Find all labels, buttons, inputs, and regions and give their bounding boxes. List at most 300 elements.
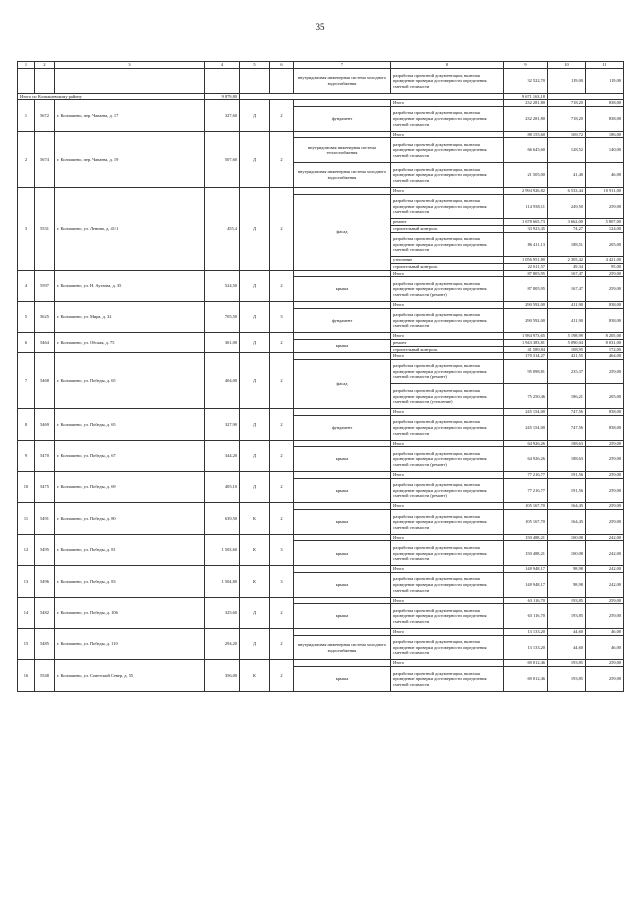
work-cost: 64 926,26 [504, 447, 548, 472]
unit-cost: 193,85 [548, 604, 586, 629]
work-cost: 77 216,77 [504, 478, 548, 503]
max-unit-cost: 119,00 [586, 69, 624, 94]
work-type: разработка проектной документации, включая проведение проверки достоверности определения сметной стоимости [391, 308, 504, 333]
wall-material: Д [240, 270, 270, 301]
work-row [18, 69, 624, 94]
unit-cost: 186,21 [548, 384, 586, 409]
column-number: 9 [504, 62, 548, 69]
floor-count: 2 [270, 660, 294, 691]
house-area: 507,60 [205, 131, 240, 187]
work-cost: 86 411,13 [504, 232, 548, 257]
unit-cost: 44,60 [548, 635, 586, 660]
work-type: строительный контроль [391, 225, 504, 232]
max-unit-cost: 259,00 [586, 478, 624, 503]
structural-element: фасад [294, 194, 391, 270]
column-number: 2 [35, 62, 55, 69]
column-number: 11 [586, 62, 624, 69]
house-area: 327,90 [205, 409, 240, 440]
wall-material: Д [240, 100, 270, 131]
house-area: 455,4 [205, 187, 240, 270]
house-total-row [18, 503, 624, 510]
house-address: г. Колпашево, ул. Ленина, д. 41/1 [55, 187, 205, 270]
structural-element: внутридомовая инженерная система холодного водоснабжения [294, 635, 391, 660]
work-type: Итого [391, 333, 504, 340]
wall-material: К [240, 503, 270, 534]
row-number: 4 [18, 270, 35, 301]
house-code [35, 69, 55, 94]
work-cost: 1 678 665,73 [504, 219, 548, 226]
structural-element [294, 333, 391, 340]
work-cost: 77 216,77 [504, 472, 548, 479]
unit-cost: 235,37 [548, 359, 586, 384]
unit-cost: 164,45 [548, 510, 586, 535]
house-code: 5469 [35, 409, 55, 440]
column-number: 8 [391, 62, 504, 69]
floor-count [270, 69, 294, 94]
work-type: разработка проектной документации, включая проведение проверки достоверности определения сметной стоимости (утепление) [391, 384, 504, 409]
max-unit-cost: 259,00 [586, 503, 624, 510]
work-type: Итого [391, 301, 504, 308]
column-numbers-row [18, 62, 624, 69]
floor-count: 2 [270, 131, 294, 187]
work-cost: 63 116,70 [504, 604, 548, 629]
max-unit-cost: 46,00 [586, 163, 624, 188]
row-number: 13 [18, 566, 35, 597]
house-address: г. Колпашево, ул. Победы, д. 83 [55, 566, 205, 597]
max-unit-cost: 242,00 [586, 572, 624, 597]
max-unit-cost: 186,00 [586, 131, 624, 138]
house-total-row [18, 100, 624, 107]
work-cost: 105 167,70 [504, 503, 548, 510]
structural-element: внутридомовая инженерная система холодного водоснабжения [294, 69, 391, 94]
work-cost: 150 488,21 [504, 534, 548, 541]
row-number: 12 [18, 534, 35, 565]
max-unit-cost: 4 421,00 [586, 257, 624, 264]
max-unit-cost: 242,00 [586, 534, 624, 541]
work-type: Итого [391, 409, 504, 416]
work-cost: 75 250,46 [504, 384, 548, 409]
max-unit-cost: 259,00 [586, 359, 624, 384]
row-number: 15 [18, 629, 35, 660]
row-number: 14 [18, 597, 35, 628]
column-number: 1 [18, 62, 35, 69]
structural-element [294, 629, 391, 636]
unit-cost: 108,95 [548, 346, 586, 353]
row-number: 11 [18, 503, 35, 534]
empty-cell [548, 93, 624, 100]
work-type: разработка проектной документации, включая проведение проверки достоверности определения сметной стоимости (ремонт) [391, 277, 504, 302]
house-area: 404,00 [205, 353, 240, 409]
unit-cost: 2 305,42 [548, 257, 586, 264]
work-type: Итого [391, 566, 504, 573]
row-number [18, 69, 35, 94]
unit-cost: 167,47 [548, 270, 586, 277]
house-code: 5470 [35, 440, 55, 471]
house-code: 5672 [35, 100, 55, 131]
work-type: разработка проектной документации, включая проведение проверки достоверности определения сметной стоимости [391, 163, 504, 188]
work-cost: 290 592,00 [504, 301, 548, 308]
work-cost: 41 589,84 [504, 346, 548, 353]
floor-count: 2 [270, 472, 294, 503]
house-area: 524,50 [205, 270, 240, 301]
row-number: 9 [18, 440, 35, 471]
house-total-row [18, 353, 624, 360]
page-number: 35 [315, 22, 325, 32]
house-total-row [18, 566, 624, 573]
unit-cost: 249,50 [548, 194, 586, 219]
structural-element [294, 597, 391, 604]
max-unit-cost: 259,00 [586, 604, 624, 629]
floor-count: 3 [270, 301, 294, 332]
work-cost: 148 948,17 [504, 572, 548, 597]
work-cost: 63 116,70 [504, 597, 548, 604]
max-unit-cost: 259,00 [586, 510, 624, 535]
wall-material: Д [240, 472, 270, 503]
work-type: разработка проектной документации, включая проведение проверки достоверности определения сметной стоимости (ремонт) [391, 359, 504, 384]
unit-cost: 188,63 [548, 447, 586, 472]
structural-element [294, 660, 391, 667]
house-area: 294,20 [205, 629, 240, 660]
house-total-row [18, 270, 624, 277]
work-cost: 105 167,70 [504, 510, 548, 535]
work-type: Итого [391, 131, 504, 138]
work-cost: 232 281,80 [504, 100, 548, 107]
house-area: 705,50 [205, 301, 240, 332]
work-type: разработка проектной документации, включая проведение проверки достоверности определения сметной стоимости [391, 635, 504, 660]
max-unit-cost: 46,00 [586, 629, 624, 636]
unit-cost: 128,52 [548, 138, 586, 163]
work-type: разработка проектной документации, включая проведение проверки достоверности определения сметной стоимости [391, 572, 504, 597]
work-cost: 33 923,45 [504, 225, 548, 232]
structural-element: крыша [294, 541, 391, 566]
house-address: г. Колпашево, ул. Победы, д. 67 [55, 440, 205, 471]
wall-material: Д [240, 301, 270, 332]
work-cost: 95 098,81 [504, 359, 548, 384]
floor-count: 2 [270, 629, 294, 660]
max-unit-cost: 172,00 [586, 346, 624, 353]
work-cost: 1 943 383,81 [504, 339, 548, 346]
max-unit-cost: 259,00 [586, 472, 624, 479]
district-total-cost: 9 671 163,18 [504, 93, 548, 100]
max-unit-cost: 205,00 [586, 232, 624, 257]
unit-cost: 411,90 [548, 301, 586, 308]
max-unit-cost: 838,00 [586, 409, 624, 416]
column-number: 6 [270, 62, 294, 69]
structural-element [294, 187, 391, 194]
work-type: Итого [391, 270, 504, 277]
max-unit-cost: 259,00 [586, 667, 624, 692]
work-type: разработка проектной документации, включая проведение проверки достоверности определения сметной стоимости [391, 232, 504, 257]
max-unit-cost: 838,00 [586, 100, 624, 107]
house-code: 5548 [35, 660, 55, 691]
structural-element: крыша [294, 277, 391, 302]
unit-cost: 44,60 [548, 629, 586, 636]
house-address: г. Колпашево, ул. Победы, д. 110 [55, 629, 205, 660]
column-number: 4 [205, 62, 240, 69]
house-code: 5674 [35, 131, 55, 187]
structural-element: крыша [294, 478, 391, 503]
work-type: Итого [391, 534, 504, 541]
house-code: 5464 [35, 333, 55, 353]
column-number: 5 [240, 62, 270, 69]
row-number: 10 [18, 472, 35, 503]
max-unit-cost: 838,00 [586, 301, 624, 308]
work-cost: 114 938,11 [504, 194, 548, 219]
floor-count: 2 [270, 270, 294, 301]
max-unit-cost: 8 205,00 [586, 333, 624, 340]
column-number: 3 [55, 62, 205, 69]
work-type: строительный контроль [391, 263, 504, 270]
district-total-area: 9 879,80 [205, 93, 240, 100]
work-type: разработка проектной документации, включая проведение проверки достоверности определения сметной стоимости [391, 138, 504, 163]
unit-cost: 747,56 [548, 415, 586, 440]
house-address: г. Колпашево, ул. Победы, д. 65 [55, 353, 205, 409]
unit-cost: 747,56 [548, 409, 586, 416]
work-type: Итого [391, 629, 504, 636]
unit-cost: 6 533,44 [548, 187, 586, 194]
max-unit-cost: 259,00 [586, 277, 624, 302]
row-number: 6 [18, 333, 35, 353]
work-cost: 69 012,46 [504, 660, 548, 667]
house-total-row [18, 534, 624, 541]
house-code: 5597 [35, 270, 55, 301]
house-total-row [18, 472, 624, 479]
house-area: 1 503,60 [205, 534, 240, 565]
house-code: 5496 [35, 566, 55, 597]
floor-count: 2 [270, 503, 294, 534]
max-unit-cost: 5 807,00 [586, 219, 624, 226]
work-type: ремонт [391, 219, 504, 226]
house-total-row [18, 660, 624, 667]
house-total-row [18, 597, 624, 604]
house-code: 5625 [35, 301, 55, 332]
row-number: 2 [18, 131, 35, 187]
house-area: 639,50 [205, 503, 240, 534]
work-type: Итого [391, 100, 504, 107]
house-address: г. Колпашево, ул. Победы, д. 81 [55, 534, 205, 565]
work-cost: 21 505,00 [504, 163, 548, 188]
work-type: Итого [391, 440, 504, 447]
structural-element [294, 440, 391, 447]
structural-element [294, 566, 391, 573]
unit-cost: 41,40 [548, 163, 586, 188]
district-total-row [18, 93, 624, 100]
wall-material: Д [240, 333, 270, 353]
house-area: 344,20 [205, 440, 240, 471]
unit-cost: 169,72 [548, 131, 586, 138]
unit-cost: 100,08 [548, 534, 586, 541]
work-type: строительный контроль [391, 346, 504, 353]
house-total-row [18, 131, 624, 138]
wall-material: Д [240, 131, 270, 187]
house-area [205, 69, 240, 94]
floor-count: 2 [270, 333, 294, 353]
unit-cost: 718,20 [548, 106, 586, 131]
max-unit-cost: 259,00 [586, 597, 624, 604]
house-address: г. Колпашево, ул. Победы, д. 106 [55, 597, 205, 628]
column-number: 10 [548, 62, 586, 69]
unit-cost: 411,90 [548, 308, 586, 333]
house-code: 5491 [35, 503, 55, 534]
unit-cost: 421,55 [548, 353, 586, 360]
column-number: 7 [294, 62, 391, 69]
unit-cost: 5 090,04 [548, 339, 586, 346]
unit-cost: 3 662,00 [548, 219, 586, 226]
house-code: 5495 [35, 534, 55, 565]
max-unit-cost: 838,00 [586, 308, 624, 333]
structural-element: крыша [294, 510, 391, 535]
floor-count: 2 [270, 440, 294, 471]
max-unit-cost: 124,00 [586, 225, 624, 232]
work-type: разработка проектной документации, включая проведение проверки достоверности определения сметной стоимости [391, 667, 504, 692]
wall-material: Д [240, 597, 270, 628]
structural-element [294, 100, 391, 107]
unit-cost: 74,27 [548, 225, 586, 232]
unit-cost: 49,34 [548, 263, 586, 270]
structural-element [294, 503, 391, 510]
work-type: разработка проектной документации, включая проведение проверки достоверности определения сметной стоимости [391, 69, 504, 94]
work-type: Итого [391, 503, 504, 510]
max-unit-cost: 259,00 [586, 447, 624, 472]
unit-cost: 718,20 [548, 100, 586, 107]
structural-element [294, 472, 391, 479]
wall-material: К [240, 534, 270, 565]
work-cost: 87 805,95 [504, 270, 548, 277]
work-cost: 245 154,00 [504, 415, 548, 440]
unit-cost: 188,51 [548, 232, 586, 257]
floor-count: 2 [270, 187, 294, 270]
max-unit-cost: 46,00 [586, 635, 624, 660]
work-cost: 66 645,60 [504, 138, 548, 163]
max-unit-cost: 464,00 [586, 353, 624, 360]
structural-element: крыша [294, 604, 391, 629]
work-cost: 2 994 926,82 [504, 187, 548, 194]
wall-material [240, 69, 270, 94]
max-unit-cost: 10 911,00 [586, 187, 624, 194]
row-number: 16 [18, 660, 35, 691]
work-cost: 32 522,70 [504, 69, 548, 94]
structural-element [294, 270, 391, 277]
row-number: 7 [18, 353, 35, 409]
house-total-row [18, 629, 624, 636]
house-address: г. Колпашево, ул. Советский Север, д. 55 [55, 660, 205, 691]
unit-cost: 191,56 [548, 478, 586, 503]
structural-element: крыша [294, 572, 391, 597]
house-area: 1 504,80 [205, 566, 240, 597]
house-total-row [18, 440, 624, 447]
structural-element [294, 353, 391, 360]
unit-cost: 98,98 [548, 566, 586, 573]
work-cost: 13 133,20 [504, 629, 548, 636]
unit-cost: 188,63 [548, 440, 586, 447]
work-cost: 232 281,80 [504, 106, 548, 131]
structural-element: фундамент [294, 106, 391, 131]
max-unit-cost: 205,00 [586, 384, 624, 409]
house-area: 325,60 [205, 597, 240, 628]
unit-cost: 193,85 [548, 597, 586, 604]
house-area: 356,00 [205, 660, 240, 691]
work-cost: 13 133,20 [504, 635, 548, 660]
work-cost: 1 984 973,65 [504, 333, 548, 340]
work-type: разработка проектной документации, включая проведение проверки достоверности определения сметной стоимости [391, 106, 504, 131]
unit-cost: 5 198,99 [548, 333, 586, 340]
house-area: 405,10 [205, 472, 240, 503]
max-unit-cost: 259,00 [586, 440, 624, 447]
wall-material: Д [240, 629, 270, 660]
row-number: 1 [18, 100, 35, 131]
work-cost: 170 314,27 [504, 353, 548, 360]
work-cost: 69 012,46 [504, 667, 548, 692]
house-area: 327,60 [205, 100, 240, 131]
capital-repair-table [17, 61, 624, 692]
unit-cost: 193,85 [548, 667, 586, 692]
wall-material: Д [240, 353, 270, 409]
structural-element: крыша [294, 447, 391, 472]
structural-element: крыша [294, 339, 391, 352]
structural-element [294, 131, 391, 138]
unit-cost: 191,56 [548, 472, 586, 479]
house-total-row [18, 409, 624, 416]
work-type: Итого [391, 660, 504, 667]
structural-element: фундамент [294, 308, 391, 333]
structural-element [294, 409, 391, 416]
floor-count: 2 [270, 409, 294, 440]
max-unit-cost: 8 031,00 [586, 339, 624, 346]
house-total-row [18, 187, 624, 194]
unit-cost: 98,98 [548, 572, 586, 597]
work-type: Итого [391, 597, 504, 604]
work-cost: 1 056 951,80 [504, 257, 548, 264]
structural-element [294, 301, 391, 308]
work-type: разработка проектной документации, включая проведение проверки достоверности определения сметной стоимости (ремонт) [391, 478, 504, 503]
district-total-label: Итого по Колпашевскому району [18, 93, 205, 100]
max-unit-cost: 259,00 [586, 660, 624, 667]
structural-element [294, 534, 391, 541]
floor-count: 2 [270, 597, 294, 628]
work-type: разработка проектной документации, включая проведение проверки достоверности определения сметной стоимости [391, 604, 504, 629]
wall-material: К [240, 660, 270, 691]
house-code: 5482 [35, 597, 55, 628]
work-cost: 290 592,00 [504, 308, 548, 333]
max-unit-cost: 242,00 [586, 541, 624, 566]
house-total-row [18, 301, 624, 308]
unit-cost: 164,45 [548, 503, 586, 510]
work-type: разработка проектной документации, включая проведение проверки достоверности определения сметной стоимости [391, 541, 504, 566]
unit-cost: 100,08 [548, 541, 586, 566]
house-code: 5468 [35, 353, 55, 409]
max-unit-cost: 259,00 [586, 270, 624, 277]
unit-cost: 119,00 [548, 69, 586, 94]
work-type: Итого [391, 353, 504, 360]
house-total-row [18, 333, 624, 340]
house-address: г. Колпашево, ул. Победы, д. 65 [55, 409, 205, 440]
work-type: разработка проектной документации, включая проведение проверки достоверности определения сметной стоимости [391, 510, 504, 535]
max-unit-cost: 259,00 [586, 194, 624, 219]
work-cost: 88 155,60 [504, 131, 548, 138]
work-cost: 64 926,26 [504, 440, 548, 447]
floor-count: 2 [270, 100, 294, 131]
work-cost: 245 154,00 [504, 409, 548, 416]
work-cost: 87 805,95 [504, 277, 548, 302]
structural-element: фасад [294, 359, 391, 409]
unit-cost: 193,85 [548, 660, 586, 667]
wall-material: Д [240, 187, 270, 270]
house-code: 5475 [35, 472, 55, 503]
house-code: 5531 [35, 187, 55, 270]
structural-element: крыша [294, 667, 391, 692]
house-address: г. Колпашево, ул. Мира, д. 32 [55, 301, 205, 332]
house-address [55, 69, 205, 94]
